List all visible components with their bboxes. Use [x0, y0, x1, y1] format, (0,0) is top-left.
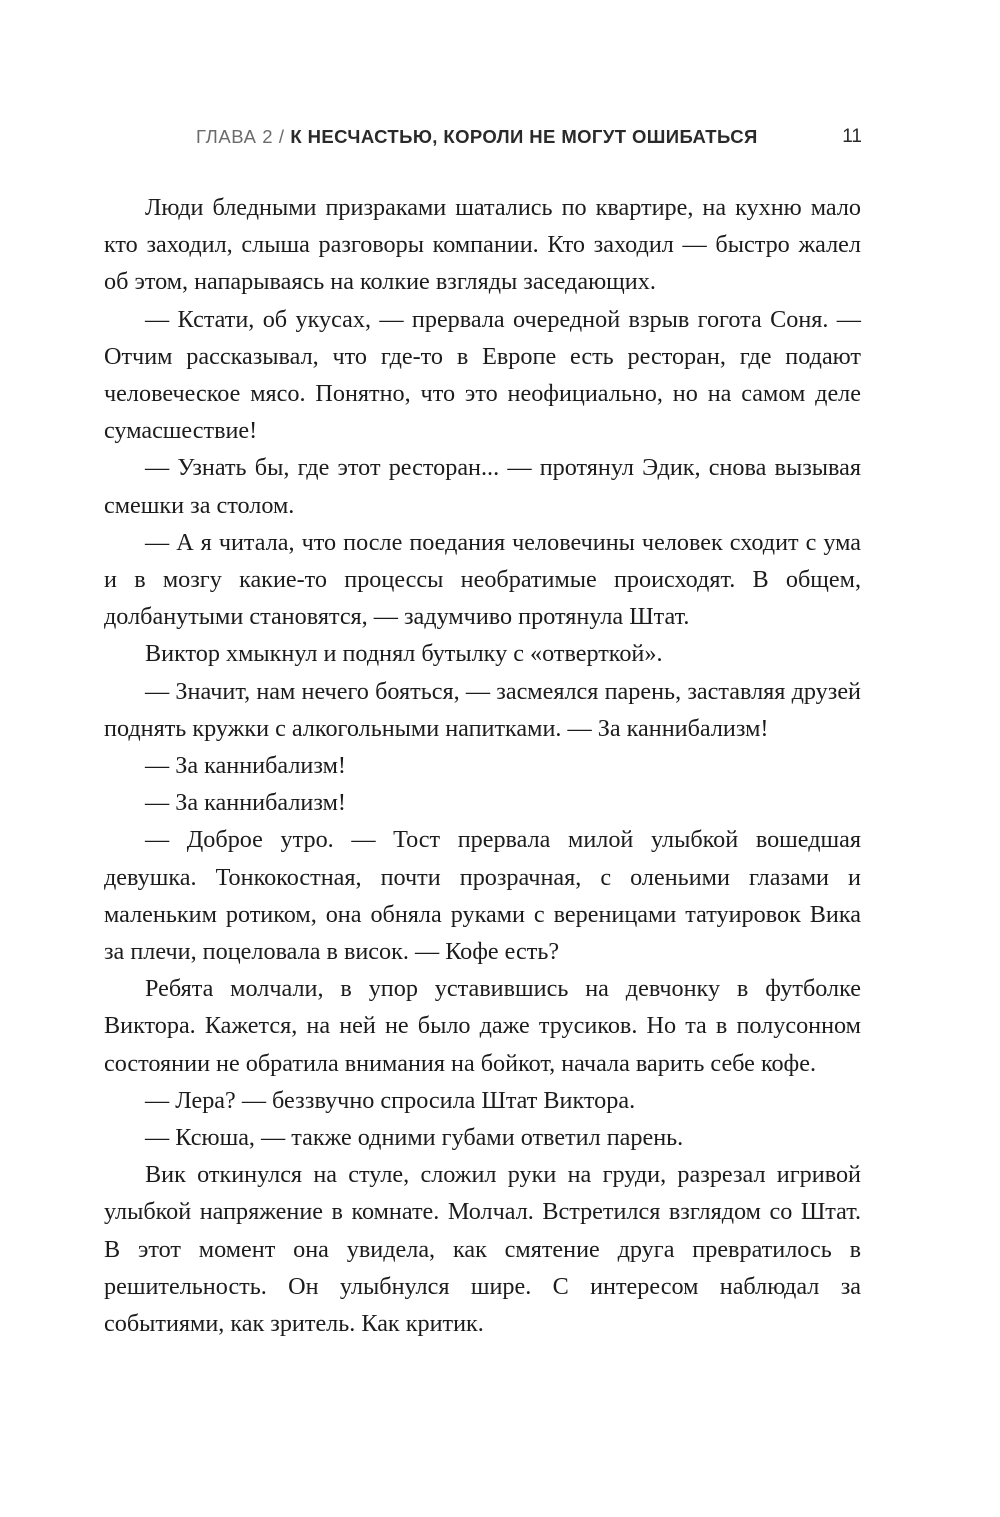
paragraph: — Лера? — беззвучно спросила Штат Виктора. [145, 1086, 636, 1114]
paragraph: — Ксюша, — также одними губами ответил парень. [145, 1124, 684, 1152]
paragraph: — Кстати, об укусах, — прервала очередной взрыв гогота Соня. — Отчим рассказывал, что где-то в Европе есть ресторан, где подают человеческое мясо. Понятно, что это неофициально, но на самом деле сумасшествие! [104, 305, 861, 445]
running-header [196, 120, 862, 154]
body-text [104, 189, 861, 1342]
paragraph: — За каннибализм! [145, 752, 346, 780]
paragraph: Вик откинулся на стуле, сложил руки на груди, разрезал игривой улыбкой напряжение в комнате. Молчал. Встретился взглядом со Штат. В этот момент она увидела, как смятение друга превратилось в решительность. Он улыбнулся шире. С интересом наблюдал за событиями, как зритель. Как критик. [104, 1161, 861, 1338]
header-separator: / [273, 126, 291, 147]
paragraph: — Значит, нам нечего бояться, — засмеялся парень, заставляя друзей поднять кружки с алкогольными напитками. — За каннибализм! [104, 677, 861, 742]
paragraph: Виктор хмыкнул и поднял бутылку с «отверткой». [145, 640, 663, 668]
paragraph: — Узнать бы, где этот ресторан... — протянул Эдик, снова вызывая смешки за столом. [104, 454, 861, 519]
paragraph: Люди бледными призраками шатались по квартире, на кухню мало кто заходил, слыша разговоры компании. Кто заходил — быстро жалел об этом, напарываясь на колкие взгляды заседающих. [104, 194, 861, 296]
paragraph: — За каннибализм! [145, 789, 346, 817]
chapter-label: ГЛАВА 2 [196, 126, 274, 147]
paragraph: Ребята молчали, в упор уставившись на девчонку в футболке Виктора. Кажется, на ней не было даже трусиков. Но та в полусонном состоянии не обратила внимания на бойкот, начала варить себе кофе. [104, 975, 861, 1077]
page-number: 11 [842, 126, 862, 147]
paragraph: — Доброе утро. — Тост прервала милой улыбкой вошедшая девушка. Тонкокостная, почти прозрачная, с оленьими глазами и маленьким ротиком, она обняла руками с вереницами татуировок Вика за плечи, поцеловала в висок. — Кофе есть? [104, 826, 861, 966]
paragraph: — А я читала, что после поедания человечины человек сходит с ума и в мозгу какие-то процессы необратимые происходят. В общем, долбанутыми становятся, — задумчиво протянула Штат. [104, 528, 861, 631]
chapter-title: К НЕСЧАСТЬЮ, КОРОЛИ НЕ МОГУТ ОШИБАТЬСЯ [290, 126, 758, 147]
